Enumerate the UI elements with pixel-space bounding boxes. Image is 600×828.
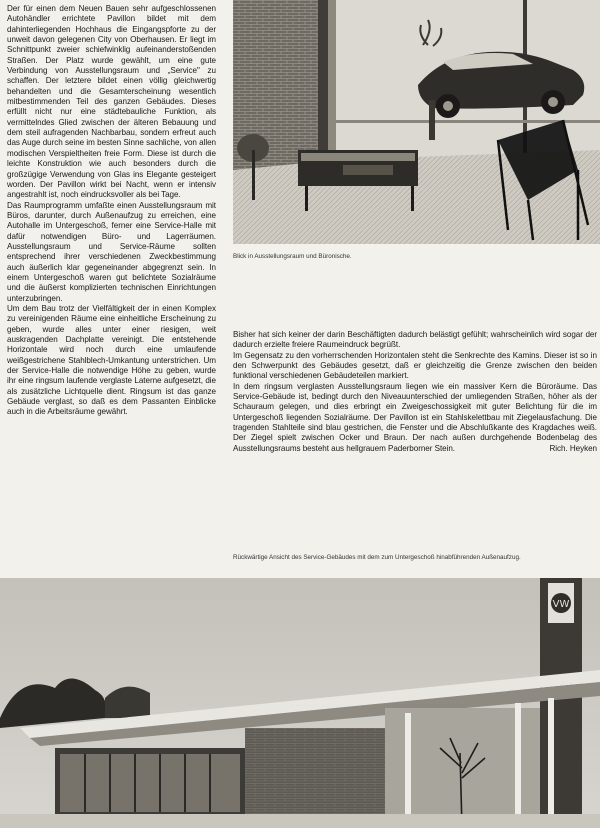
- service-building-photo: [0, 578, 600, 828]
- paragraph: Im Gegensatz zu den vorherrschenden Horizontalen steht die Senkrechte des Kamins. Dieser ist so in den Schwerpunkt des Gebäudes gesetzt, daß er gleichzeitig die Grenze zwischen den beiden funktional verschiedenen Gebäudeteilen markiert.: [233, 350, 597, 381]
- paragraph: Um dem Bau trotz der Vielfältigkeit der in einen Komplex zu vereinigenden Räume eine einheitliche Erscheinung zu geben, wurde alles unter einer riesigen, weit auskragenden Dachplatte vereinigt. Die entstehende Horizontale wird noch durch eine umlaufende weißgestrichene Stahlblech-Umkantung unterstrichen. Um der Service-Halle die notwendige Höhe zu geben, wurde ihr eine ringsum laufende verglaste Laterne aufgesetzt, die als zusätzliche Lichtquelle dient. Ringsum ist das ganze Gebäude verglast, so daß es dem Passanten Einblicke auch in die Arbeitsräume gewährt.: [7, 303, 216, 417]
- paragraph: In dem ringsum verglasten Ausstellungsraum liegen wie ein massiver Kern die Büroräume. Das Service-Gebäude ist, bedingt durch den Niveauunterschied der umliegenden Straßen, höher als der Schauraum gelegen, und dies erbringt ein Zweigeschossigkeit mit guter Belichtung für die im Untergeschoß liegenden Sozialräume. Der Pavillon ist ein Stahlskelettbau mit Ziegelausfachung. Die tragenden Stahlteile sind blau gestrichen, die Fenster und die Abschlußkante des Kragdaches weiß. Der Ziegel spielt zwischen Ocker und Braun. Der nach außen durchgehende Bodenbelag des Ausstellungsraums besteht aus hellgrauem Paderborner Stein. Rich. Heyken: [233, 381, 597, 453]
- showroom-photo: [233, 0, 600, 244]
- left-text-column: [7, 4, 216, 418]
- author-signature: Rich. Heyken: [549, 443, 597, 453]
- caption-bottom: Rückwärtige Ansicht des Service-Gebäudes mit dem zum Untergeschoß hinabführenden Außenaufzug.: [233, 554, 521, 561]
- paragraph: Das Raumprogramm umfaßte einen Ausstellungsraum mit Büros, darunter, durch Außenaufzug zu erreichen, eine Autohalle im Untergeschoß, ferner eine Service-Halle mit dafür notwendigen Büro- und Lagerräumen. Ausstellungsraum und Service-Räume sollten entsprechend ihrer verschiedenen Zweckbestimmung auch äußerlich klar gegeneinander abgegrenzt sein. In einem Untergeschoß waren gut belichtete Sozialräume und die äußerst komplizierten technischen Einrichtungen unterzubringen.: [7, 200, 216, 303]
- service-building-illustration: [0, 578, 600, 828]
- paragraph: Der für einen dem Neuen Bauen sehr aufgeschlossenen Autohändler errichtete Pavillon bildet mit dem dahinterliegenden Hochhaus die Eingangspforte zu der unweit davon gelegenen City von Oberhausen. Er liegt im Schnittpunkt zweier schiefwinklig aufeinanderstoßenden Straßen. Der Platz wurde gewählt, um eine gute Verbindung von Ausstellungsraum und „Service" zu schaffen. Der letztere bildet einen völlig gleichwertig behandelten und die Gesamterscheinung wesentlich mitbestimmenden Teil des ganzen Gebäudes. Dieses erfüllt nicht nur eine städtebauliche Funktion, als vermittelndes Glied zwischen der älteren Bebauung und dem steil aufragenden Nachbarbau, sondern erfreut auch das Auge durch seine im besten Sinne sachliche, von allen modischen Verspieltheiten freie Form. Diese ist durch die leichte Konstruktion wie auch besonders durch die großzügige Verwendung von Glas ins Elegante gesteigert worden. Der Pavillon wirkt bei Nacht, wenn er intensiv angestrahlt ist, noch eindrucksvoller als bei Tage.: [7, 4, 216, 200]
- showroom-illustration: [233, 0, 600, 244]
- caption-top: Blick in Ausstellungsraum und Büronische.: [233, 253, 352, 260]
- vw-logo: VW: [552, 599, 570, 610]
- paragraph: Bisher hat sich keiner der darin Beschäftigten dadurch belästigt gefühlt; wahrscheinlich wird sogar der dadurch erzielte freiere Raumeindruck begrüßt.: [233, 330, 597, 350]
- right-text-column: [233, 330, 597, 454]
